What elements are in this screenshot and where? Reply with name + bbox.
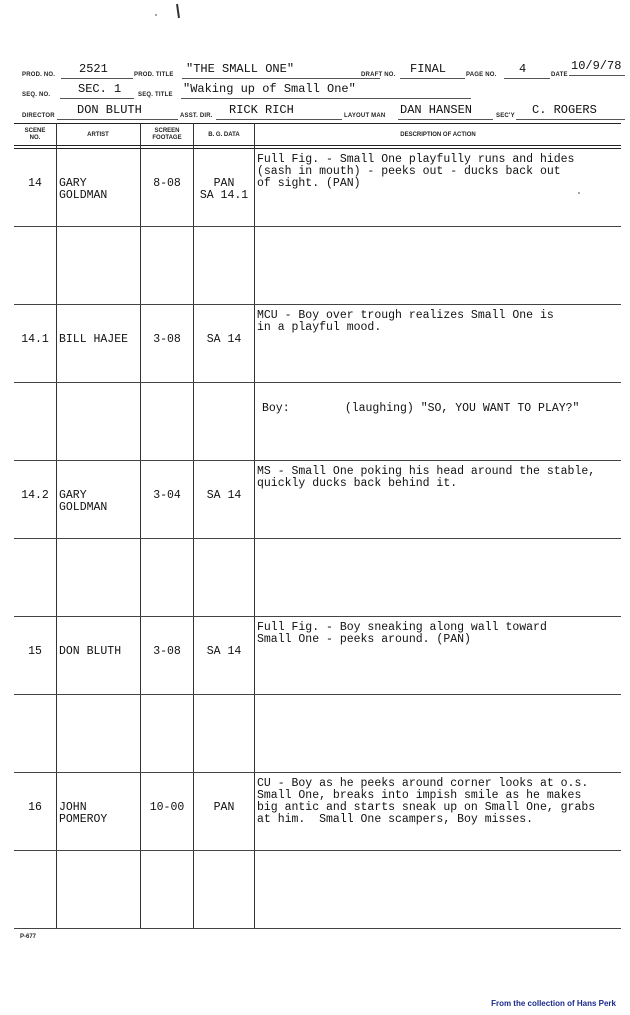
bg-data: SA 14 xyxy=(206,333,242,346)
header-row-3 xyxy=(20,102,625,120)
action-description: Boy: (laughing) "SO, YOU WANT TO PLAY?" xyxy=(262,402,580,415)
bg-data: PAN xyxy=(213,801,235,814)
scene-number: 15 xyxy=(28,645,42,658)
col-header-scene-text: SCENE NO. xyxy=(24,128,46,141)
header-row-2 xyxy=(20,81,625,99)
table-header-rule-double xyxy=(14,148,621,149)
screen-footage: 10-00 xyxy=(149,801,185,814)
row-rule xyxy=(14,772,621,773)
seq-title-value: "Waking up of Small One" xyxy=(183,82,356,96)
draft-no-value: FINAL xyxy=(410,62,447,76)
seq-no-field xyxy=(60,82,134,99)
scene-number: 14 xyxy=(28,177,42,190)
seq-title-field xyxy=(181,82,471,99)
pen-mark xyxy=(176,4,180,18)
row-rule xyxy=(14,304,621,305)
page-no-value: 4 xyxy=(519,62,527,76)
col-header-artist-text: ARTIST xyxy=(87,131,109,138)
row-rule xyxy=(14,382,621,383)
asst-dir-label: ASST. DIR. xyxy=(180,113,213,119)
form-number: P-677 xyxy=(20,934,37,940)
director-label: DIRECTOR xyxy=(22,113,55,119)
screen-footage: 3-08 xyxy=(153,333,181,346)
action-description: MS - Small One poking his head around the stable, quickly ducks back behind it. xyxy=(257,465,596,490)
action-description: MCU - Boy over trough realizes Small One is in a playful mood. xyxy=(257,309,554,334)
prod-no-field xyxy=(61,62,133,79)
director-value: DON BLUTH xyxy=(77,103,142,117)
secy-label: SEC'Y xyxy=(496,113,515,119)
scene-table xyxy=(14,123,621,929)
dust-speck xyxy=(578,192,580,194)
artist-name: JOHN POMEROY xyxy=(59,801,108,826)
prod-no-label: PROD. NO. xyxy=(22,72,56,78)
table-header-rule xyxy=(14,145,621,146)
director-field xyxy=(57,103,178,120)
col-header-bg xyxy=(194,125,254,145)
row-rule xyxy=(14,850,621,851)
prod-title-field xyxy=(182,62,380,79)
action-description: Full Fig. - Boy sneaking along wall toward Small One - peeks around. (PAN) xyxy=(257,621,547,646)
layout-man-value: DAN HANSEN xyxy=(400,103,473,117)
artist-name: GARY GOLDMAN xyxy=(59,489,108,514)
header-row-1 xyxy=(20,61,625,79)
seq-no-value: SEC. 1 xyxy=(78,82,122,96)
col-divider-1 xyxy=(56,123,57,929)
screen-footage: 3-04 xyxy=(153,489,181,502)
prod-title-value: "THE SMALL ONE" xyxy=(186,62,295,76)
bg-data: SA 14 xyxy=(206,645,242,658)
bg-data: PAN SA 14.1 xyxy=(199,177,249,202)
layout-man-label: LAYOUT MAN xyxy=(344,113,386,119)
secy-field xyxy=(516,103,625,120)
col-header-description-text: DESCRIPTION OF ACTION xyxy=(400,131,476,138)
row-rule xyxy=(14,460,621,461)
asst-dir-value: RICK RICH xyxy=(229,103,294,117)
page-no-field xyxy=(504,62,550,79)
artist-name: GARY GOLDMAN xyxy=(59,177,108,202)
seq-no-label: SEQ. NO. xyxy=(22,92,51,98)
prod-title-label: PROD. TITLE xyxy=(134,72,174,78)
row-rule xyxy=(14,928,621,929)
date-value: 10/9/78 xyxy=(571,59,622,73)
row-rule xyxy=(14,694,621,695)
row-rule xyxy=(14,538,621,539)
col-header-scene xyxy=(14,125,56,145)
screen-footage: 8-08 xyxy=(153,177,181,190)
col-header-artist xyxy=(56,125,140,145)
collection-credit: From the collection of Hans Perk xyxy=(491,999,616,1008)
action-description: CU - Boy as he peeks around corner looks at o.s. Small One, breaks into impish smile as he makes big antic and starts sneak up on Small One, grabs at him. Small One scampers, Boy misses. xyxy=(257,777,596,826)
draft-no-field xyxy=(400,62,465,79)
artist-name: DON BLUTH xyxy=(59,645,122,658)
action-description: Full Fig. - Small One playfully runs and hides (sash in mouth) - peeks out - ducks back out of sight. (PAN) xyxy=(257,153,575,190)
layout-man-field xyxy=(398,103,493,120)
prod-no-value: 2521 xyxy=(79,62,108,76)
row-rule xyxy=(14,226,621,227)
col-header-footage-text: SCREEN FOOTAGE xyxy=(152,128,182,141)
col-header-description xyxy=(255,125,621,145)
col-header-footage xyxy=(141,125,193,145)
date-label: DATE xyxy=(551,72,568,78)
bg-data: SA 14 xyxy=(206,489,242,502)
scene-number: 16 xyxy=(28,801,42,814)
asst-dir-field xyxy=(216,103,342,120)
screen-footage: 3-08 xyxy=(153,645,181,658)
secy-value: C. ROGERS xyxy=(532,103,597,117)
artist-name: BILL HAJEE xyxy=(59,333,129,346)
draft-no-label: DRAFT NO. xyxy=(361,72,396,78)
row-rule xyxy=(14,616,621,617)
page-no-label: PAGE NO. xyxy=(466,72,497,78)
date-field xyxy=(569,59,625,76)
scene-number: 14.2 xyxy=(21,489,49,502)
dust-speck xyxy=(155,14,157,16)
col-divider-4 xyxy=(254,123,255,929)
scene-number: 14.1 xyxy=(21,333,49,346)
seq-title-label: SEQ. TITLE xyxy=(138,92,173,98)
table-top-rule xyxy=(14,123,621,124)
col-header-bg-text: B. G. DATA xyxy=(208,131,240,138)
